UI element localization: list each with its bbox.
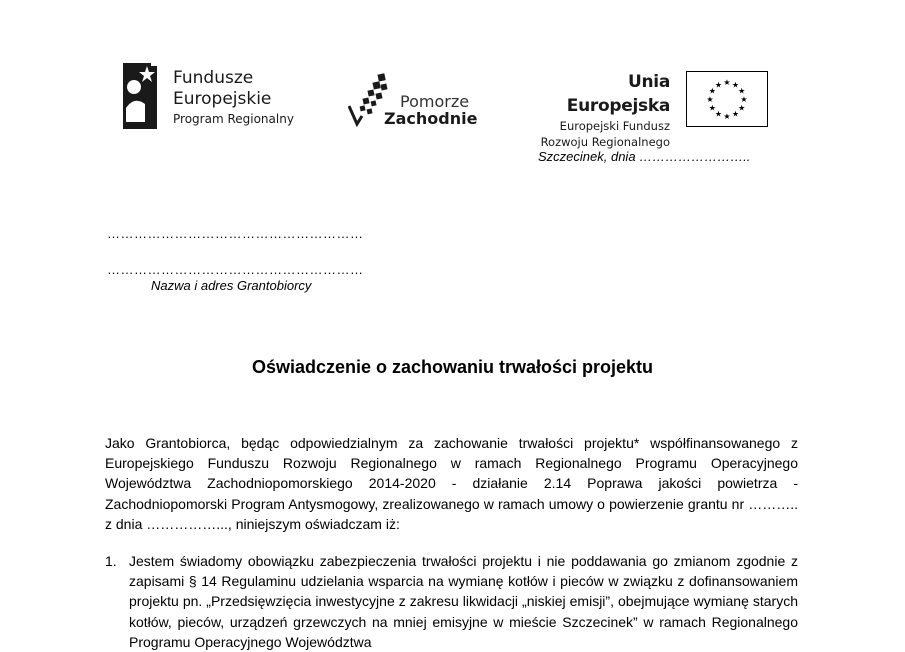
eu-star-icon: ★ [738, 103, 746, 113]
eu-star-icon: ★ [723, 112, 731, 121]
address-line-2: ………………………………………………… [107, 262, 364, 277]
eu-star-icon: ★ [740, 95, 748, 104]
fundusze-line1: Fundusze [173, 68, 254, 88]
eu-star-icon: ★ [706, 95, 714, 104]
address-label: Nazwa i adres Grantobiorcy [151, 278, 312, 293]
fundusze-europejskie-text [173, 68, 294, 128]
list-item [105, 551, 798, 652]
list-item-text: Jestem świadomy obowiązku zabezpieczenia trwałości projektu i nie poddawania go zmianom zgodnie z zapisami § 14 Regulaminu udzielania wsparcia na wymianę kotłów i pieców w związku z dofinansowaniem projektu pn. „Przedsięwzięcia inwestycyjne z zakresu likwidacji „niskiej emisji”, obejmujące wymianę starych kotłów, pieców, urządzeń grzewczych na mniej emisyjne w mieście Szczecinek” w ramach Regionalnego Programu Operacyjnego Województwa [129, 553, 798, 650]
eu-star-icon: ★ [714, 80, 723, 90]
unia-line1: Unia Europejska [566, 72, 670, 116]
eu-star-icon: ★ [714, 109, 723, 119]
pomorze-zachodnie-text [384, 92, 478, 128]
eu-star-icon: ★ [731, 80, 740, 90]
eu-star-icon: ★ [708, 103, 716, 113]
document-title: Oświadczenie o zachowaniu trwałości projektu [251, 357, 654, 377]
date-line: Szczecinek, dnia …………………….. [538, 149, 751, 164]
declaration-list [105, 551, 798, 652]
eu-star-icon: ★ [738, 86, 746, 96]
fundusze-line3: Program Regionalny [173, 112, 294, 126]
eu-star-icon: ★ [708, 86, 716, 96]
intro-paragraph: Jako Grantobiorca, będąc odpowiedzialnym za zachowanie trwałości projektu* współfinansowanego z Europejskiego Funduszu Rozwoju Regionalnego w ramach Regionalnego Programu Operacyjnego Województwa Zachodniopomorskiego 2014-2020 - działanie 2.14 Poprawa jakości powietrza - Zachodniopomorski Program Antysmogowy, zrealizowanego w ramach umowy o powierzenie grantu nr ……….. z dnia ……………..., niniejszym oświadczam iż: [105, 435, 798, 532]
fundusze-europejskie-logo [121, 60, 159, 132]
list-item-number: 1. [105, 553, 117, 569]
address-line-1: ………………………………………………… [107, 226, 364, 241]
unia-europejska-text [520, 70, 670, 150]
eu-flag-icon [686, 71, 768, 127]
unia-line3: Rozwoju Regionalnego [540, 135, 670, 149]
eu-star-icon: ★ [731, 109, 740, 119]
fundusze-line2: Europejskie [173, 89, 272, 109]
pomorze-line2: Zachodnie [384, 109, 478, 128]
pomorze-line1: Pomorze [400, 92, 470, 111]
eu-star-icon: ★ [723, 78, 731, 87]
unia-line2: Europejski Fundusz [559, 119, 670, 133]
